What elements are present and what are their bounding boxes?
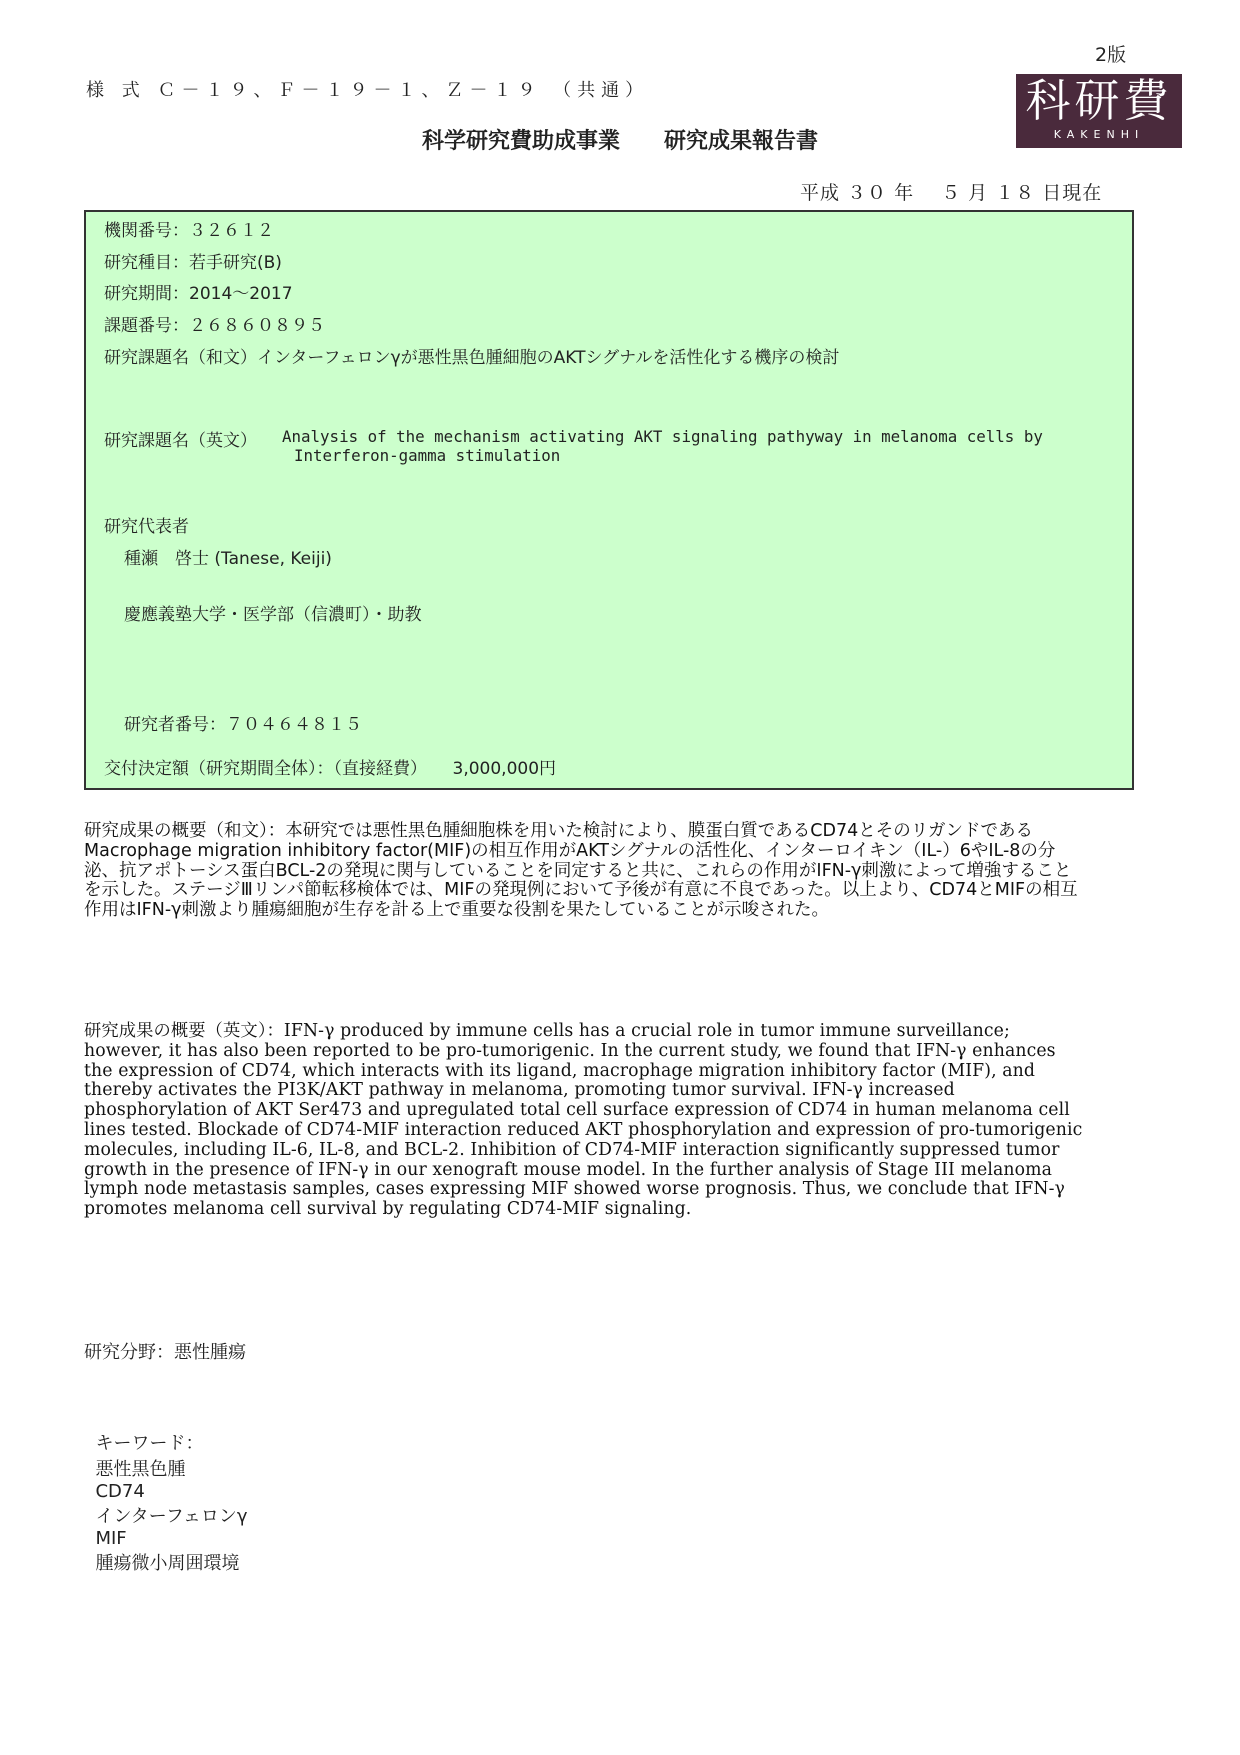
logo-main-text: 科研費 bbox=[1025, 74, 1173, 127]
project-number: 課題番号：２６８６０８９５ bbox=[104, 316, 325, 336]
edition-label: 2版 bbox=[1095, 44, 1127, 66]
project-title-en-line2: Interferon-gamma stimulation bbox=[294, 446, 561, 465]
grant-amount: 交付決定額（研究期間全体）：（直接経費） 3,000,000円 bbox=[104, 759, 557, 779]
affiliation: 慶應義塾大学・医学部（信濃町）・助教 bbox=[124, 605, 422, 625]
abstract-english: 研究成果の概要（英文）：IFN-γ produced by immune cells has a crucial role in tumor immune surveillance; however, it has also been reported to be pro-tumorigenic. In the current study, we found that IFN-γ enhances the expression of CD74, which interacts with its ligand, macrophage migration inhibitory factor (MIF), and thereby activates the PI3K/AKT pathway in melanoma, promoting tumor survival. IFN-γ increased phosphorylation of AKT Ser473 and upregulated total cell surface expression of CD74 in human melanoma cell lines tested. Blockade of CD74-MIF interaction reduced AKT phosphorylation and expression of pro-tumorigenic molecules, including IL-6, IL-8, and BCL-2. Inhibition of CD74-MIF interaction significantly suppressed tumor growth in the presence of IFN-γ in our xenograft mouse model. In the further analysis of Stage III melanoma lymph node metastasis samples, cases expressing MIF showed worse prognosis. Thus, we conclude that IFN-γ promotes melanoma cell survival by regulating CD74-MIF signaling. bbox=[84, 1021, 1083, 1220]
project-title-en-label: 研究課題名（英文） bbox=[104, 431, 257, 451]
research-field: 研究分野：悪性腫瘍 bbox=[84, 1342, 246, 1363]
keyword-item: 腫瘍微小周囲環境 bbox=[95, 1553, 240, 1574]
keywords-label: キーワード： bbox=[95, 1433, 204, 1454]
project-title-jp: 研究課題名（和文）インターフェロンγが悪性黒色腫細胞のAKTシグナルを活性化する機序の検討 bbox=[104, 348, 840, 368]
researcher-number: 研究者番号：７０４６４８１５ bbox=[124, 715, 362, 735]
abstract-japanese: 研究成果の概要（和文）：本研究では悪性黒色腫細胞株を用いた検討により、膜蛋白質であるCD74とそのリガンドであるMacrophage migration inhibitory factor(MIF)の相互作用がAKTシグナルの活性化、インターロイキン（IL-）6やIL-8の分泌、抗アポトーシス蛋白BCL-2の発現に関与していることを同定すると共に、これらの作用がIFN-γ刺激によって増強することを示した。ステージⅢリンパ節転移検体では、MIFの発現例において予後が有意に不良であった。以上より、CD74とMIFの相互作用はIFN-γ刺激より腫瘍細胞が生存を計る上で重要な役割を果たしていることが示唆された。 bbox=[84, 821, 1078, 921]
keyword-item: CD74 bbox=[95, 1481, 145, 1502]
research-category: 研究種目：若手研究(B) bbox=[104, 253, 282, 273]
report-title: 科学研究費助成事業 研究成果報告書 bbox=[421, 129, 818, 154]
keyword-item: 悪性黒色腫 bbox=[95, 1459, 186, 1480]
form-code: 様 式 Ｃ－１９、Ｆ－１９－１、Ｚ－１９ （共通） bbox=[86, 80, 650, 101]
research-period: 研究期間：2014～2017 bbox=[104, 284, 293, 304]
institution-number: 機関番号：３２６１２ bbox=[104, 221, 274, 241]
keyword-item: インターフェロンγ bbox=[95, 1506, 248, 1527]
keyword-item: MIF bbox=[95, 1528, 127, 1549]
logo-sub-text: KAKENHI bbox=[1053, 128, 1145, 141]
project-title-en-line1: Analysis of the mechanism activating AKT signaling pathyway in melanoma cells by bbox=[282, 427, 1043, 446]
representative-name: 種瀬 啓士 (Tanese, Keiji) bbox=[124, 549, 332, 569]
keywords-line bbox=[84, 1408, 270, 1575]
report-date: 平成 ３０ 年 ５ 月 １８ 日現在 bbox=[800, 182, 1103, 204]
representative-label: 研究代表者 bbox=[104, 517, 189, 537]
